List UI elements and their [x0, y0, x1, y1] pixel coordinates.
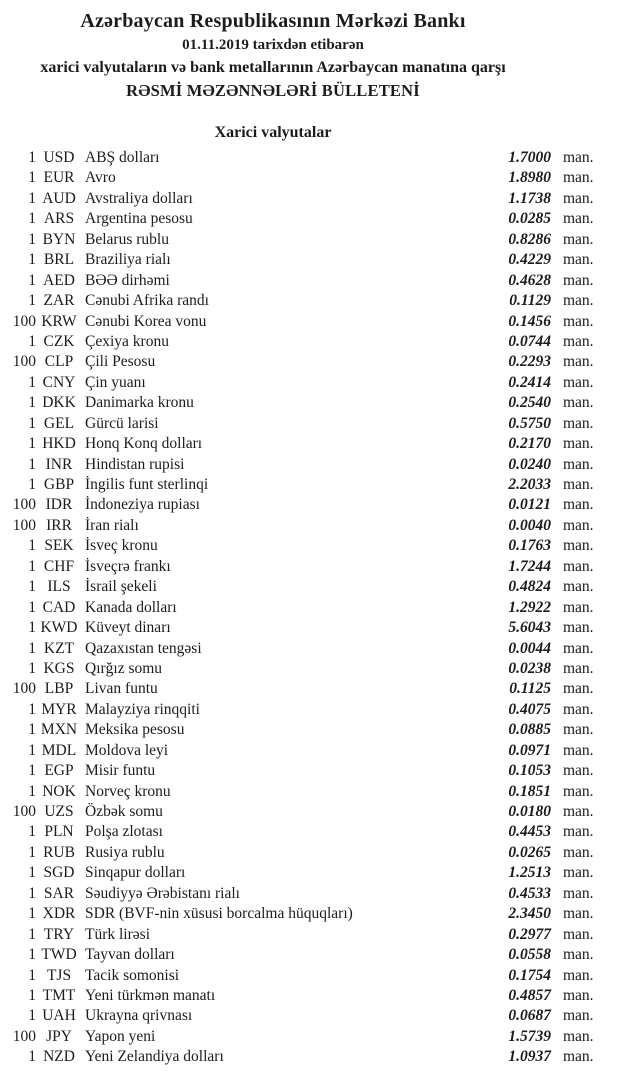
- rate-cell: 0.0040: [508, 516, 551, 534]
- rate-cell: 0.1456: [508, 312, 551, 330]
- currency-name-cell: İngilis funt sterlinqi: [85, 476, 209, 493]
- unit-cell: man.: [563, 1007, 594, 1025]
- currency-code-cell: CNY: [42, 373, 76, 391]
- table-row: [0, 966, 620, 986]
- currency-name-cell: Hindistan rupisi: [85, 455, 185, 473]
- currency-code-cell: MDL: [41, 741, 77, 759]
- currency-code-cell: TWD: [41, 946, 77, 964]
- currency-code-cell: ILS: [47, 578, 71, 596]
- quantity-cell: 1: [28, 230, 36, 248]
- unit-cell: man.: [563, 905, 594, 923]
- unit-cell: man.: [563, 843, 594, 861]
- currency-code-cell: AED: [43, 271, 75, 289]
- unit-cell: man.: [563, 782, 594, 800]
- currency-name-cell: Səudiyyə Ərəbistanı rialı: [85, 884, 240, 902]
- unit-cell: man.: [563, 394, 594, 412]
- unit-cell: man.: [563, 516, 594, 534]
- quantity-cell: 1: [28, 843, 36, 861]
- rate-cell: 0.4628: [508, 271, 551, 289]
- unit-cell: man.: [563, 210, 594, 228]
- table-row: [0, 720, 620, 740]
- currency-name-cell: İsrail şekeli: [85, 578, 157, 596]
- table-row: [0, 679, 620, 699]
- quantity-cell: 100: [12, 496, 36, 514]
- table-row: [0, 863, 620, 883]
- table-row: [0, 536, 620, 556]
- unit-cell: man.: [563, 251, 594, 269]
- currency-name-cell: SDR (BVF-nin xüsusi borcalma hüquqları): [85, 905, 353, 923]
- unit-cell: man.: [563, 721, 594, 739]
- currency-name-cell: Yeni Zelandiya dolları: [85, 1048, 224, 1066]
- rate-cell: 0.4824: [508, 578, 551, 596]
- currency-name-cell: Türk lirəsi: [85, 925, 150, 943]
- currency-name-cell: Avstraliya dolları: [85, 189, 193, 207]
- unit-cell: man.: [563, 741, 594, 759]
- rate-cell: 0.0180: [508, 803, 551, 820]
- currency-code-cell: MYR: [41, 700, 77, 718]
- table-row: [0, 802, 620, 822]
- rate-cell: 1.1738: [508, 189, 551, 207]
- currency-code-cell: MXN: [40, 721, 78, 739]
- unit-cell: man.: [563, 149, 594, 166]
- currency-name-cell: Cənubi Korea vonu: [85, 312, 207, 330]
- effective-date-line: 01.11.2019 tarixdən etibarən: [182, 37, 364, 53]
- quantity-cell: 1: [28, 864, 36, 882]
- rate-cell: 1.5739: [508, 1027, 551, 1045]
- table-row: [0, 455, 620, 475]
- table-row: [0, 393, 620, 413]
- currency-code-cell: USD: [43, 149, 75, 166]
- quantity-cell: 1: [28, 455, 36, 473]
- currency-name-cell: Küveyt dinarı: [85, 619, 171, 637]
- currency-name-cell: ABŞ dolları: [85, 149, 160, 166]
- quantity-cell: 100: [12, 312, 36, 330]
- currency-name-cell: Çexiya kronu: [85, 332, 169, 350]
- table-row: [0, 700, 620, 720]
- unit-cell: man.: [563, 476, 594, 493]
- table-row: [0, 271, 620, 291]
- currency-code-cell: INR: [45, 455, 73, 473]
- currency-code-cell: UAH: [42, 1007, 76, 1025]
- currency-name-cell: Ukrayna qrivnası: [85, 1007, 193, 1025]
- quantity-cell: 1: [28, 598, 36, 616]
- quantity-cell: 1: [28, 782, 36, 800]
- unit-cell: man.: [563, 537, 594, 555]
- quantity-cell: 1: [28, 210, 36, 228]
- currency-name-cell: Argentina pesosu: [85, 210, 193, 228]
- rate-cell: 0.0121: [508, 496, 551, 514]
- currency-name-cell: BƏƏ dirhəmi: [85, 271, 170, 289]
- table-row: [0, 250, 620, 270]
- rate-cell: 0.1851: [508, 782, 551, 800]
- table-row: [0, 884, 620, 904]
- unit-cell: man.: [563, 414, 594, 432]
- currency-code-cell: KZT: [43, 639, 75, 657]
- quantity-cell: 1: [28, 619, 36, 637]
- currency-name-cell: Yapon yeni: [85, 1027, 156, 1045]
- table-row: [0, 822, 620, 842]
- currency-name-cell: İndoneziya rupiası: [85, 496, 200, 514]
- table-row: [0, 945, 620, 965]
- unit-cell: man.: [563, 1027, 594, 1045]
- quantity-cell: 1: [28, 373, 36, 391]
- rate-cell: 0.0744: [508, 332, 551, 350]
- unit-cell: man.: [563, 884, 594, 902]
- currency-code-cell: BYN: [42, 230, 76, 248]
- unit-cell: man.: [563, 496, 594, 514]
- currency-code-cell: BRL: [43, 251, 75, 269]
- table-row: [0, 1047, 620, 1067]
- currency-code-cell: SGD: [43, 864, 75, 882]
- currency-code-cell: JPY: [46, 1027, 72, 1045]
- currency-name-cell: Tayvan dolları: [85, 946, 175, 964]
- unit-cell: man.: [563, 169, 594, 187]
- currency-code-cell: CLP: [44, 353, 74, 371]
- rate-cell: 0.1763: [508, 537, 551, 555]
- quantity-cell: 1: [28, 271, 36, 289]
- unit-cell: man.: [563, 762, 594, 780]
- quantity-cell: 1: [28, 925, 36, 943]
- currency-code-cell: LBP: [44, 680, 74, 698]
- currency-name-cell: İsveç kronu: [85, 537, 158, 555]
- bulletin-subtitle: xarici valyutaların və bank metallarının Azərbaycan manatına qarşı: [40, 59, 506, 76]
- unit-cell: man.: [563, 986, 594, 1004]
- unit-cell: man.: [563, 332, 594, 350]
- quantity-cell: 100: [12, 353, 36, 371]
- rate-cell: 5.6043: [508, 619, 551, 637]
- rate-cell: 0.0238: [508, 659, 551, 677]
- quantity-cell: 1: [28, 721, 36, 739]
- quantity-cell: 1: [28, 537, 36, 555]
- currency-code-cell: PLN: [44, 823, 74, 841]
- currency-name-cell: Cənubi Afrika randı: [85, 292, 209, 310]
- table-row: [0, 209, 620, 229]
- table-row: [0, 352, 620, 372]
- rate-cell: 1.2513: [508, 864, 551, 882]
- rate-cell: 0.5750: [508, 414, 551, 432]
- rate-cell: 2.3450: [508, 905, 551, 923]
- currency-code-cell: CZK: [43, 332, 75, 350]
- currency-code-cell: TJS: [46, 966, 72, 984]
- currency-code-cell: SAR: [43, 884, 75, 902]
- currency-code-cell: KRW: [41, 312, 77, 330]
- table-row: [0, 986, 620, 1006]
- unit-cell: man.: [563, 435, 594, 453]
- quantity-cell: 1: [28, 578, 36, 596]
- table-row: [0, 495, 620, 515]
- bank-name-title: Azərbaycan Respublikasının Mərkəzi Bankı: [80, 10, 466, 32]
- quantity-cell: 1: [28, 435, 36, 453]
- unit-cell: man.: [563, 578, 594, 596]
- unit-cell: man.: [563, 312, 594, 330]
- currency-code-cell: SEK: [44, 537, 74, 555]
- currency-name-cell: Misir funtu: [85, 762, 156, 780]
- table-row: [0, 168, 620, 188]
- table-row: [0, 782, 620, 802]
- table-row: [0, 598, 620, 618]
- table-row: [0, 189, 620, 209]
- quantity-cell: 1: [28, 659, 36, 677]
- currency-name-cell: Qazaxıstan tengəsi: [85, 639, 202, 657]
- rate-cell: 0.4857: [508, 986, 551, 1004]
- quantity-cell: 1: [28, 639, 36, 657]
- quantity-cell: 1: [28, 884, 36, 902]
- currency-code-cell: NOK: [42, 782, 76, 800]
- unit-cell: man.: [563, 700, 594, 718]
- table-row: [0, 516, 620, 536]
- document-header: [0, 8, 546, 103]
- currency-name-cell: Gürcü larisi: [85, 414, 159, 432]
- rate-cell: 0.0971: [508, 741, 551, 759]
- currency-name-cell: Rusiya rublu: [85, 843, 165, 861]
- rate-cell: 1.7244: [508, 557, 551, 575]
- currency-name-cell: Çin yuanı: [85, 373, 146, 391]
- unit-cell: man.: [563, 271, 594, 289]
- currency-code-cell: KWD: [40, 619, 78, 637]
- rate-cell: 0.0558: [508, 946, 551, 964]
- rate-cell: 0.1129: [509, 292, 551, 310]
- quantity-cell: 100: [12, 1027, 36, 1045]
- unit-cell: man.: [563, 189, 594, 207]
- quantity-cell: 1: [28, 946, 36, 964]
- currency-code-cell: EGP: [44, 762, 74, 780]
- table-row: [0, 904, 620, 924]
- section-title-foreign-currencies: Xarici valyutalar: [214, 124, 332, 141]
- quantity-cell: 1: [28, 762, 36, 780]
- rate-cell: 0.0240: [508, 455, 551, 473]
- unit-cell: man.: [563, 557, 594, 575]
- rate-cell: 0.2540: [508, 394, 551, 412]
- quantity-cell: 1: [28, 557, 36, 575]
- unit-cell: man.: [563, 823, 594, 841]
- table-row: [0, 843, 620, 863]
- rate-cell: 0.0044: [508, 639, 551, 657]
- currency-name-cell: Polşa zlotası: [85, 823, 163, 841]
- rate-cell: 0.2293: [508, 353, 551, 371]
- rate-cell: 0.2414: [508, 373, 551, 391]
- rate-cell: 0.4453: [508, 823, 551, 841]
- quantity-cell: 1: [28, 169, 36, 187]
- currency-code-cell: CAD: [42, 598, 76, 616]
- unit-cell: man.: [563, 659, 594, 677]
- unit-cell: man.: [563, 639, 594, 657]
- quantity-cell: 1: [28, 149, 36, 166]
- rate-cell: 2.2033: [508, 476, 551, 493]
- unit-cell: man.: [563, 373, 594, 391]
- currency-name-cell: Özbək somu: [85, 803, 163, 820]
- currency-name-cell: İsveçrə frankı: [85, 557, 171, 575]
- currency-name-cell: Çili Pesosu: [85, 353, 156, 371]
- currency-code-cell: HKD: [42, 435, 76, 453]
- rate-cell: 0.0265: [508, 843, 551, 861]
- table-row: [0, 557, 620, 577]
- quantity-cell: 1: [28, 394, 36, 412]
- rate-cell: 1.8980: [508, 169, 551, 187]
- currency-code-cell: IRR: [46, 516, 72, 534]
- currency-name-cell: Honq Konq dolları: [85, 435, 203, 453]
- currency-code-cell: AUD: [42, 189, 76, 207]
- table-row: [0, 291, 620, 311]
- rate-cell: 0.4229: [508, 251, 551, 269]
- currency-name-cell: Meksika pesosu: [85, 721, 185, 739]
- quantity-cell: 1: [28, 986, 36, 1004]
- table-row: [0, 414, 620, 434]
- rate-cell: 0.0285: [508, 210, 551, 228]
- rate-cell: 0.0885: [508, 721, 551, 739]
- bulletin-title: RƏSMİ MƏZƏNNƏLƏRİ BÜLLETENİ: [126, 81, 420, 100]
- quantity-cell: 1: [28, 823, 36, 841]
- currency-code-cell: XDR: [42, 905, 76, 923]
- rate-cell: 0.2170: [508, 435, 551, 453]
- table-row: [0, 577, 620, 597]
- currency-code-cell: UZS: [44, 803, 74, 820]
- currency-name-cell: Kanada dolları: [85, 598, 177, 616]
- currency-code-cell: TRY: [43, 925, 75, 943]
- quantity-cell: 1: [28, 292, 36, 310]
- currency-name-cell: Livan funtu: [85, 680, 158, 698]
- currency-code-cell: EUR: [43, 169, 75, 187]
- currency-code-cell: GEL: [43, 414, 75, 432]
- unit-cell: man.: [563, 292, 594, 310]
- quantity-cell: 1: [28, 700, 36, 718]
- currency-name-cell: Braziliya rialı: [85, 251, 171, 269]
- table-row: [0, 230, 620, 250]
- currency-name-cell: Sinqapur dolları: [85, 864, 186, 882]
- rate-cell: 1.0937: [508, 1048, 551, 1066]
- unit-cell: man.: [563, 619, 594, 637]
- quantity-cell: 100: [12, 516, 36, 534]
- unit-cell: man.: [563, 966, 594, 984]
- currency-name-cell: Qırğız somu: [85, 659, 163, 677]
- quantity-cell: 1: [28, 332, 36, 350]
- currency-code-cell: GBP: [43, 476, 75, 493]
- rate-cell: 0.1125: [509, 680, 551, 698]
- quantity-cell: 1: [28, 414, 36, 432]
- table-row: [0, 925, 620, 945]
- currency-name-cell: Yeni türkmən manatı: [85, 986, 216, 1004]
- table-row: [0, 332, 620, 352]
- quantity-cell: 100: [12, 803, 36, 820]
- currency-name-cell: Norveç kronu: [85, 782, 171, 800]
- unit-cell: man.: [563, 598, 594, 616]
- table-row: [0, 741, 620, 761]
- unit-cell: man.: [563, 803, 594, 820]
- rate-cell: 0.8286: [508, 230, 551, 248]
- quantity-cell: 1: [28, 1048, 36, 1066]
- table-row: [0, 1027, 620, 1047]
- quantity-cell: 1: [28, 476, 36, 493]
- quantity-cell: 1: [28, 966, 36, 984]
- currency-name-cell: Avro: [85, 169, 116, 187]
- rate-cell: 0.0687: [508, 1007, 551, 1025]
- currency-code-cell: CHF: [43, 557, 75, 575]
- quantity-cell: 1: [28, 905, 36, 923]
- currency-name-cell: Malayziya rinqqiti: [85, 700, 200, 718]
- currency-name-cell: Moldova leyi: [85, 741, 169, 759]
- unit-cell: man.: [563, 946, 594, 964]
- currency-code-cell: DKK: [42, 394, 76, 412]
- unit-cell: man.: [563, 680, 594, 698]
- quantity-cell: 1: [28, 741, 36, 759]
- quantity-cell: 1: [28, 189, 36, 207]
- table-row: [0, 434, 620, 454]
- table-row: [0, 475, 620, 495]
- currency-code-cell: ARS: [43, 210, 75, 228]
- unit-cell: man.: [563, 864, 594, 882]
- table-row: [0, 148, 620, 168]
- currency-code-cell: ZAR: [43, 292, 75, 310]
- table-row: [0, 639, 620, 659]
- currency-code-cell: IDR: [45, 496, 73, 514]
- unit-cell: man.: [563, 455, 594, 473]
- quantity-cell: 1: [28, 251, 36, 269]
- currency-name-cell: Danimarka kronu: [85, 394, 194, 412]
- rate-cell: 0.4533: [508, 884, 551, 902]
- unit-cell: man.: [563, 925, 594, 943]
- table-row: [0, 373, 620, 393]
- table-row: [0, 618, 620, 638]
- table-row: [0, 659, 620, 679]
- rate-cell: 0.4075: [508, 700, 551, 718]
- unit-cell: man.: [563, 353, 594, 371]
- currency-name-cell: Belarus rublu: [85, 230, 169, 248]
- currency-code-cell: KGS: [43, 659, 75, 677]
- currency-code-cell: NZD: [43, 1048, 75, 1066]
- table-row: [0, 761, 620, 781]
- unit-cell: man.: [563, 1048, 594, 1066]
- currency-code-cell: TMT: [42, 986, 76, 1004]
- rate-cell: 0.2977: [508, 925, 551, 943]
- currency-name-cell: İran rialı: [85, 516, 139, 534]
- currency-code-cell: RUB: [43, 843, 75, 861]
- currency-name-cell: Tacik somonisi: [85, 966, 180, 984]
- unit-cell: man.: [563, 230, 594, 248]
- rate-cell: 0.1053: [508, 762, 551, 780]
- table-row: [0, 1006, 620, 1026]
- rate-cell: 0.1754: [508, 966, 551, 984]
- currency-rate-table: [0, 148, 620, 1068]
- quantity-cell: 100: [12, 680, 36, 698]
- quantity-cell: 1: [28, 1007, 36, 1025]
- table-row: [0, 312, 620, 332]
- rate-cell: 1.7000: [508, 149, 551, 166]
- rate-cell: 1.2922: [508, 598, 551, 616]
